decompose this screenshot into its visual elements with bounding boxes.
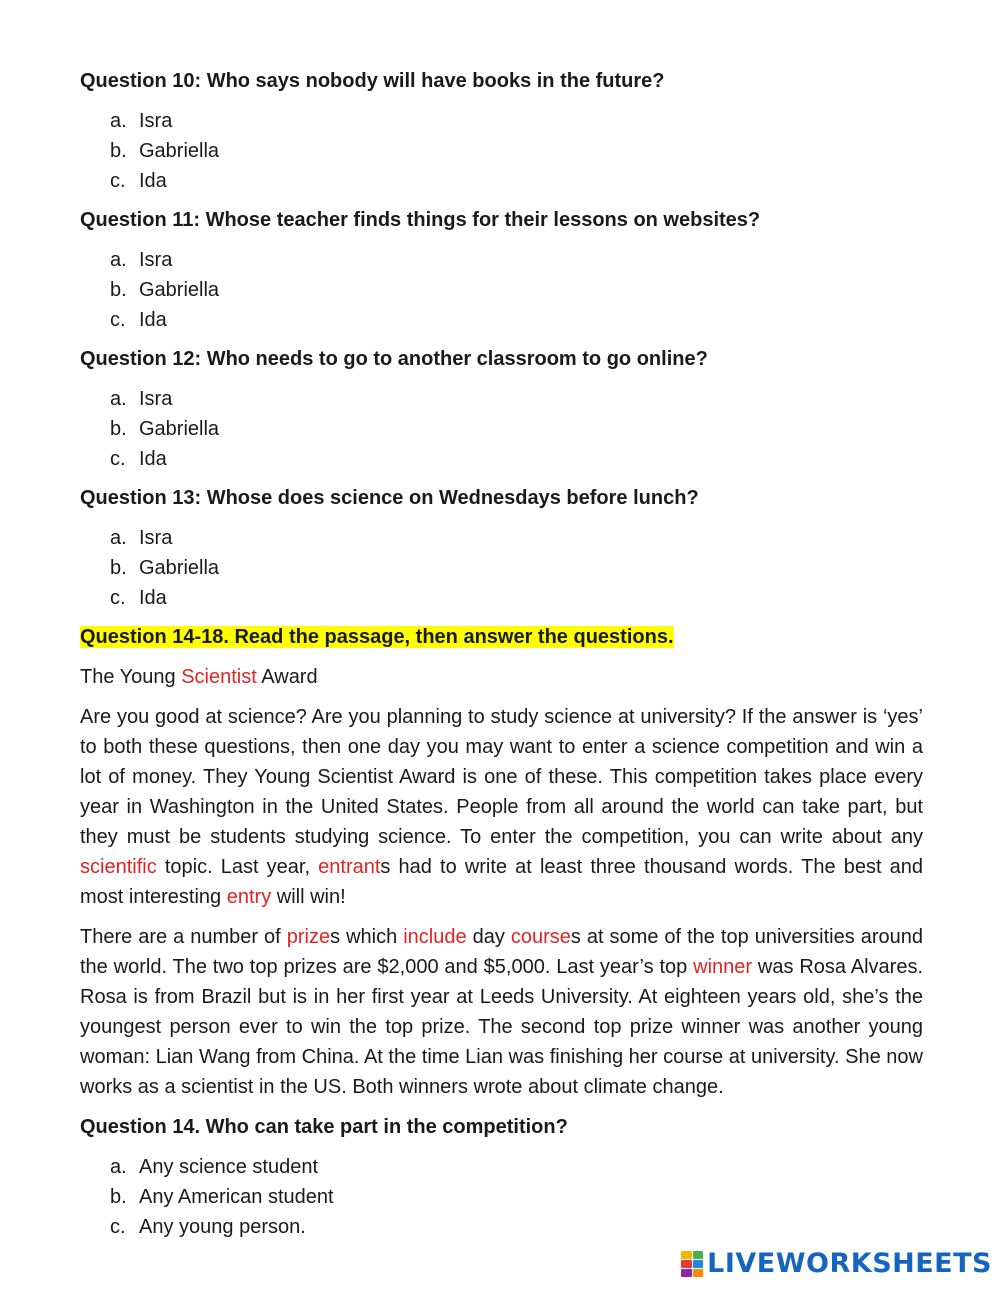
option-letter: c. bbox=[110, 170, 126, 192]
option-text: Any science student bbox=[139, 1156, 318, 1178]
option-item[interactable] bbox=[110, 444, 923, 474]
logo-square bbox=[693, 1260, 704, 1268]
question-block bbox=[80, 205, 923, 335]
option-letter: b. bbox=[110, 279, 127, 301]
question-block bbox=[80, 344, 923, 474]
passage-title bbox=[80, 662, 923, 692]
question-block bbox=[80, 483, 923, 613]
option-item[interactable] bbox=[110, 106, 923, 136]
question-title: Question 13: Whose does science on Wednesdays before lunch? bbox=[80, 487, 699, 509]
passage-paragraph-1 bbox=[80, 702, 923, 912]
option-item[interactable] bbox=[110, 1152, 923, 1182]
logo-square bbox=[681, 1251, 692, 1259]
worksheet-page bbox=[80, 66, 923, 1251]
option-item[interactable] bbox=[110, 136, 923, 166]
vocab-word: entry bbox=[226, 886, 272, 908]
section-heading bbox=[80, 622, 923, 652]
option-text: Ida bbox=[139, 448, 167, 470]
option-item[interactable] bbox=[110, 384, 923, 414]
question-title: Question 11: Whose teacher finds things for their lessons on websites? bbox=[80, 209, 761, 231]
logo-square bbox=[681, 1260, 692, 1268]
question-title: Question 10: Who says nobody will have books in the future? bbox=[80, 70, 665, 92]
option-item[interactable] bbox=[110, 414, 923, 444]
text-run: Are you good at science? Are you planning to study science at university? If the answer is ‘yes’ to both these questions, then one day you may want to enter a science competition and win a lot of money. They Young Scientist Award is one of these. This competition takes place every year in Washington in the United States. People from all around the world can take part, but they must be students studying science. To enter the competition, you can write about any bbox=[80, 706, 923, 848]
text-run: will win! bbox=[271, 886, 346, 908]
logo-text: LIVEWORKSHEETS bbox=[707, 1248, 992, 1279]
option-list bbox=[80, 106, 923, 196]
option-text: Gabriella bbox=[139, 140, 220, 162]
option-letter: b. bbox=[110, 1186, 127, 1208]
option-letter: a. bbox=[110, 527, 127, 549]
option-letter: b. bbox=[110, 557, 127, 579]
text-run: was Rosa Alvares. Rosa is from Brazil but is in her first year at Leeds University. At eighteen years old, she’s the youngest person ever to win the top prize. The second top prize winner was another young woman: Lian Wang from China. At the time Lian was finishing her course at university. She now works as a scientist in the US. Both winners wrote about climate change. bbox=[80, 956, 923, 1098]
option-text: Any young person. bbox=[139, 1216, 306, 1238]
option-letter: a. bbox=[110, 249, 127, 271]
vocab-word: prize bbox=[286, 926, 331, 948]
vocab-word: course bbox=[510, 926, 571, 948]
option-letter: b. bbox=[110, 140, 127, 162]
option-text: Gabriella bbox=[139, 279, 220, 301]
text-run: s had to write at least three thousand words. The best and most interesting bbox=[80, 856, 923, 908]
vocab-word: entrant bbox=[318, 856, 381, 878]
logo-square bbox=[693, 1269, 704, 1277]
logo-square bbox=[693, 1251, 704, 1259]
section-heading-text: Question 14-18. Read the passage, then answer the questions. bbox=[80, 626, 674, 648]
question-block bbox=[80, 66, 923, 196]
question-block bbox=[80, 1112, 923, 1242]
option-item[interactable] bbox=[110, 245, 923, 275]
option-letter: c. bbox=[110, 448, 126, 470]
text-run: day bbox=[466, 926, 511, 948]
option-text: Isra bbox=[139, 388, 173, 410]
option-letter: a. bbox=[110, 1156, 127, 1178]
option-text: Ida bbox=[139, 309, 167, 331]
text-run: s which bbox=[330, 926, 404, 948]
option-letter: c. bbox=[110, 309, 126, 331]
option-text: Isra bbox=[139, 249, 173, 271]
option-letter: c. bbox=[110, 1216, 126, 1238]
option-item[interactable] bbox=[110, 275, 923, 305]
text-run: There are a number of bbox=[80, 926, 287, 948]
option-item[interactable] bbox=[110, 1182, 923, 1212]
option-list bbox=[80, 245, 923, 335]
text-run: s at some of the top universities around the world. The two top prizes are $2,000 and $5,000. Last year’s top bbox=[80, 926, 923, 978]
vocab-word: winner bbox=[693, 956, 753, 978]
option-text: Ida bbox=[139, 587, 167, 609]
option-letter: a. bbox=[110, 388, 127, 410]
liveworksheets-logo[interactable] bbox=[681, 1248, 992, 1279]
option-text: Isra bbox=[139, 527, 173, 549]
option-letter: b. bbox=[110, 418, 127, 440]
logo-square bbox=[681, 1269, 692, 1277]
question-title: Question 12: Who needs to go to another classroom to go online? bbox=[80, 348, 708, 370]
option-list bbox=[80, 1152, 923, 1242]
passage-paragraph-2 bbox=[80, 922, 923, 1102]
option-item[interactable] bbox=[110, 553, 923, 583]
option-text: Gabriella bbox=[139, 418, 220, 440]
option-text: Gabriella bbox=[139, 557, 220, 579]
passage-title-start: The Young bbox=[80, 666, 182, 688]
logo-squares-icon bbox=[681, 1251, 703, 1277]
option-item[interactable] bbox=[110, 166, 923, 196]
option-item[interactable] bbox=[110, 1212, 923, 1242]
option-letter: a. bbox=[110, 110, 127, 132]
option-item[interactable] bbox=[110, 305, 923, 335]
option-list bbox=[80, 384, 923, 474]
option-text: Isra bbox=[139, 110, 173, 132]
option-letter: c. bbox=[110, 587, 126, 609]
vocab-word: include bbox=[403, 926, 467, 948]
vocab-word: scientific bbox=[80, 856, 157, 878]
passage-title-end: Award bbox=[256, 666, 318, 688]
option-text: Any American student bbox=[139, 1186, 334, 1208]
text-run: topic. Last year, bbox=[156, 856, 319, 878]
option-text: Ida bbox=[139, 170, 167, 192]
option-item[interactable] bbox=[110, 583, 923, 613]
option-item[interactable] bbox=[110, 523, 923, 553]
option-list bbox=[80, 523, 923, 613]
vocab-word: Scientist bbox=[181, 666, 257, 688]
question-title: Question 14. Who can take part in the competition? bbox=[80, 1116, 568, 1138]
